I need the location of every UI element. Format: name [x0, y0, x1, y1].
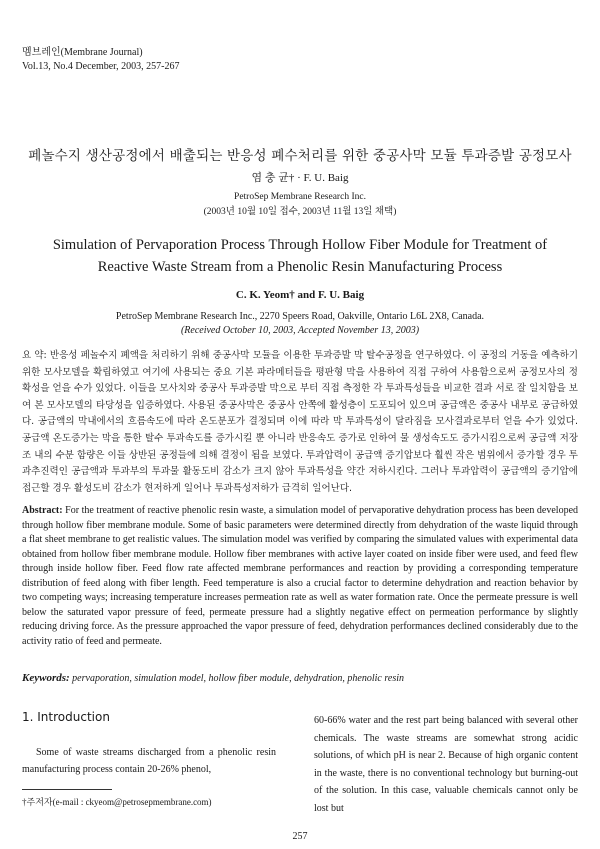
page-number: 257: [292, 831, 308, 842]
korean-authors: 염 충 균† · F. U. Baig: [251, 172, 349, 184]
abstract-text: For the treatment of reactive phenolic resin waste, a simulation model of pervaporative dehydration process has been developed through hollow fiber membrane module. Some of basic parameters were determined directly from dehydration of the waste liquid through a flat sheet membrane to get realistic values. The simulation model was verified by comparing the simulated values with experimental data obtained from hollow fiber membrane module. Hollow fiber membranes with active layer coated on inside fiber were used, and feed flew through inside hollow fiber. Feed flow rate affected membrane performances and reaction by providing a corresponding temperature distribution of feed along with fiber length. Feed temperature is also a crucial factor to determine dehydration and reaction behavior by two competing ways; increasing temperature increases permeation rate as well as water formation rate. Once the permeate pressure is well below the saturated vapor pressure of feed, permeate pressure had a slightly negative effect on permeation performance by slightly reducing driving force. As the pressure approached the vapor pressure of feed, dehydration performances declined considerably due to the activity ratio of feed and permeate.: [22, 505, 579, 647]
english-authors: C. K. Yeom† and F. U. Baig: [235, 289, 365, 301]
section-heading: 1. Introduction: [22, 710, 110, 724]
korean-affiliation-block: [0, 190, 600, 220]
english-affiliation: PetroSep Membrane Research Inc., 2270 Speers Road, Oakville, Ontario L6L 2X8, Canada.: [115, 311, 485, 322]
intro-left-text: Some of waste streams discharged from a phenolic resin manufacturing process contain 20-26% phenol,: [22, 747, 276, 775]
english-title: Simulation of Pervaporation Process Through Hollow Fiber Module for Treatment of Reactive Waste Stream from a Phenolic Resin Manufacturing Process: [52, 237, 548, 275]
journal-volume: Vol.13, No.4 December, 2003, 257-267: [22, 61, 180, 72]
korean-affiliation: PetroSep Membrane Research Inc.: [234, 192, 366, 202]
english-abstract: [22, 504, 578, 649]
journal-header: [22, 46, 179, 74]
korean-abstract: 요 약: 반응성 페놀수지 폐액을 처리하기 위해 중공사막 모듈을 이용한 투과증발 막 탈수공정을 연구하였다. 이 공정의 거동을 예측하기 위한 모사모델을 확립하였고 여기에 사용되는 중요 기본 파라메터들을 평판형 막을 사용하여 직접 구하여 사용함으로써 공정모사의 정확성을 얻을 수가 있었다. 이들을 모사치와 중공사 투과증발 막으로 부터 직접 측정한 각 투과특성들을 비교한 결과 서로 잘 일치함을 보여 본 모사모델의 타당성을 입증하였다. 사용된 중공사막은 중공사 안쪽에 활성층이 도포되어 있으며 공급액은 중공사 내부로 공급하였다. 공급액의 막내에서의 흐름속도에 따라 온도분포가 결정되며 이에 따라 막 투과특성이 달라짐을 모사결과로부터 얻을 수가 있었다. 공급액 온도증가는 막을 통한 탈수 투과속도를 증가시킬 뿐 아니라 반응속도 증가로 인하여 물 생성속도도 증가시킴으로써 공급액 저장조 내의 수분 함량은 이들 상반된 공정들에 의해 결정이 됨을 보였다. 투과압력이 공급액 증기압보다 훨씬 작은 범위에서 증가할 경우 투과추진력인 공급액과 투과부의 투과물 활동도비 감소가 크지 않아 투과특성을 약간 저하시킨다. 그러나 투과압력이 공급액의 증기압에 접근할 경우 활성도비 감소가 현저하게 일어나 투과특성저하가 급격히 일어난다.: [22, 350, 578, 494]
korean-dates: (2003년 10월 10일 접수, 2003년 11월 13일 채택): [203, 207, 397, 217]
keywords-label: Keywords: [22, 672, 66, 684]
keywords: Keywords: pervaporation, simulation model, hollow fiber module, dehydration, phenolic resin: [22, 672, 404, 684]
footnote: †주저자(e-mail : ckyeom@petrosepmembrane.com): [22, 797, 212, 807]
korean-title: 페놀수지 생산공정에서 배출되는 반응성 폐수처리를 위한 중공사막 모듈 투과증발 공정모사: [28, 148, 572, 164]
journal-name: 멤브레인(Membrane Journal): [22, 47, 143, 58]
english-dates: (Received October 10, 2003, Accepted November 13, 2003): [180, 325, 420, 336]
intro-left-column: [22, 744, 276, 778]
english-affiliation-block: [0, 310, 600, 338]
footnote-divider: [22, 789, 112, 790]
keywords-text: pervaporation, simulation model, hollow fiber module, dehydration, phenolic resin: [72, 673, 404, 684]
intro-right-text: 60-66% water and the rest part being balanced with several other chemicals. The waste streams are somewhat strong acidic solutions, of which pH is near 2. Because of high organic content in the waste, there is no conventional technology but burning-out of the solution. In this case, valuable chemicals cannot only be lost but: [314, 715, 578, 814]
abstract-label: Abstract:: [22, 505, 63, 516]
intro-right-column: [314, 712, 578, 818]
